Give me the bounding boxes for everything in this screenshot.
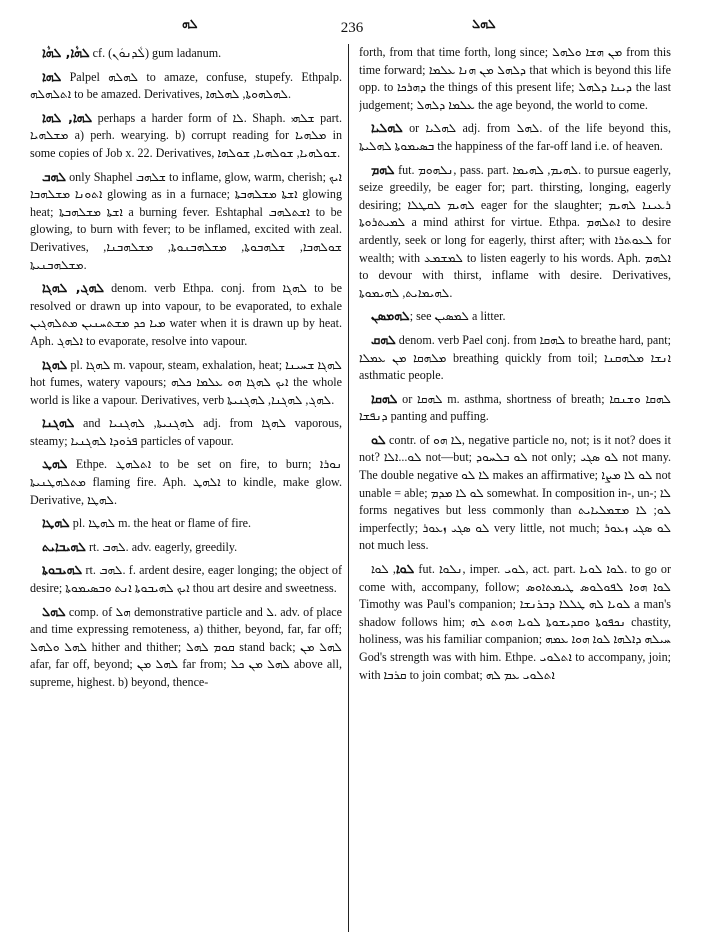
entry-text: pl. ܠܗܓܐ m. vapour, steam, exhalation, heat; ܠܗܓܐ ܫܚܝܢܐ hot fumes, watery vapours; ܐܝܟ ܠܗܓܐ ܗܘ ܥܠܡܐ ܟܠܗ the whole world is like a vapour. Derivatives, verb ܠܗܓ, ܠܗܓܢܐ, ܠܗܓܢܝܬܐ. <box>30 357 342 407</box>
dictionary-entry <box>359 331 671 385</box>
entry-headword: ܠܗܩܐ <box>371 390 398 406</box>
entry-headword: ܠܗܓ, ܠܗܓܐ <box>42 280 105 296</box>
entry-text: pl. ܠܗܛܐ m. the heat or flame of fire. <box>69 516 252 531</box>
entry-text: or ܠܗܠܝܐ adj. from ܠܗܠ. of the life beyond this, ܒܣܝܡܘܬܐ ܠܗܠܝܬܐ the happiness of the far-off land i.e. of heaven. <box>359 121 671 153</box>
entry-text: rt. ܠܗܒ. f. ardent desire, eager longing; the object of desire; ܐܝܟ ܠܗܝܒܘܬܐ ܐܢܬ ܘܒܣܝܡܘܬܐ thou art desire and sweetness. <box>30 563 342 596</box>
entry-headword: ܠܘܐ <box>395 561 415 577</box>
dictionary-entry <box>359 119 671 155</box>
entry-headword: ܠܗܓܐ <box>42 356 68 372</box>
dictionary-entry <box>359 431 671 555</box>
entry-headword: ܠܗܓܢܐ <box>42 415 75 431</box>
entry-headword: ܠܗܵܐ, ܠܗܵܐ <box>42 45 90 60</box>
entry-headword: ܠܗܡܣܢ <box>371 308 410 324</box>
dictionary-entry <box>30 514 342 533</box>
entry-text: denom. verb Ethpa. conj. from ܠܗܓܐ to be resolved or drawn up into vapour, to be evaporated, to exhale ܡܝܐ ܟܕ ܡܫܬܚܢܝܢ ܡܬܠܗܓܝܢ water when it is drawn up by heat. Aph. ܐܠܗܓ to evaporate, resolve into vapour. <box>30 281 342 348</box>
dictionary-entry <box>30 538 342 557</box>
entry-text: denom. verb Pael conj. from ܠܗܩܐ to breathe hard, pant; ܡܠܗܩܐ ܡܢ ܥܡܠܐ breathing quickly from toil; ܐܢܫܐ ܡܠܗܩܢܐ asthmatic people. <box>359 332 671 383</box>
entry-text: rt. ܠܗܒ. adv. eagerly, greedily. <box>85 539 238 554</box>
dictionary-entry <box>359 44 671 114</box>
entry-text: and ܠܗܓܢܝܬܐ, ܠܗܓܢܝܐ adj. from ܠܗܓܐ vaporous, steamy; ܦܪܘܕܐ ܠܗܓܢܝܐ particles of vapour. <box>30 416 342 448</box>
entry-headword: ܠܗܒ <box>42 168 67 184</box>
dictionary-entry <box>30 414 342 450</box>
entry-headword: ܠܗܐ <box>42 68 62 84</box>
entry-text: only Shaphel ܫܠܗܒ to inflame, glow, warm, cherish; ܐܝܟ ܐܬܘܢܐ ܡܫܠܗܒܐ glowing as in a furnace; ܐܫܬܐ ܡܫܠܗܒܬܐ glowing heat; ܐܫܬܐ ܡܫܠܗܒܬܐ a burning fever. Eshtaphal ܐܫܬܠܗܒ to be glowing, to burn with fever; to be inflamed, excited with zeal. Derivatives, ܫܘܠܗܒܐ, ܫܠܗܒܘܬܐ, ܡܫܠܗܒܢܘܬܐ, ܡܫܠܗܒܢܐ, ܡܫܠܗܒܢܝܬܐ. <box>30 169 342 272</box>
dictionary-entry <box>30 68 342 104</box>
entry-headword: ܠܗܡ <box>371 161 395 177</box>
page-number: 236 <box>340 20 364 36</box>
right-running-head: ܠܗܠ <box>472 16 496 31</box>
dictionary-entry <box>30 44 342 63</box>
entry-text: , ܠܘܐ fut. ܢܠܘܐ, imper. ܠܘܝ, act. part. ܠܘܐ ܠܘܝܐ. to go or come with, accompany, follow; ܠܘܐ ܗܘܐ ܠܦܘܠܘܣ ܛܝܡܬܐܘܣ Timothy was Paul's companion; ܠܘܝܐ ܠܗ ܛܠܠܐ ܕܒܪܢܫܐ a man's shadow follows him; ܢܟܦܘܬܐ ܘܩܕܝܫܘܬܐ ܠܘܝܐ ܗܘܬ ܠܗ chastity, holiness, was his familiar companion; ܚܝܠܗ ܕܐܠܗܐ ܠܘܐ ܗܘܐ ܥܡܗ God's strength was with him. Ethpe. ܐܬܠܘܝ to accompany, join; with ܩܪܒܐ to join combat; ܐܬܠܘܝ ܥܡ ܠܗ <box>359 562 671 682</box>
dictionary-entry <box>359 307 671 326</box>
entry-headword: ܠܗܝܒܐܝܬ <box>42 538 86 554</box>
entry-headword: ܠܗܛܐ <box>42 515 70 531</box>
page-header <box>0 14 704 44</box>
dictionary-entry <box>30 561 342 597</box>
entry-text: contr. of ܠܐ ܗܘ, negative particle no, not; is it not? does it not? ܠܘ...ܐܠܐ not—but; ܠܘ ܒܠܚܘܕ not only; ܠܘ ܣܓܝ not many. The double negative ܠܐ ܠܘ makes an affirmative; ܠܘ ܠܐ ܡܨܐ not unable = able; ܠܘ ܠܐ ܡܕܡ somewhat. In composition in-, un-; ܠܐ forms negatives but less commonly than ܠܘ; ܠܐ ܡܫܡܠܝܐܝܬ imperfectly; ܠܘ ܣܓܝ ܙܥܘܪ very little, not much; ܠܘ ܣܓܝ ܙܥܘܪ not much less. <box>359 432 671 553</box>
entry-headword: ܠܘ <box>371 431 386 447</box>
dictionary-entry <box>30 356 342 410</box>
entry-headword: ܠܗܛ <box>42 456 68 472</box>
entry-text: ; see ܠܡܣܝܢ a litter. <box>409 309 506 324</box>
dictionary-entry <box>30 455 342 509</box>
entry-headword: ܠܗܩ <box>371 331 396 347</box>
entry-text: fut. ܢܠܗܘܡ, pass. part. ܠܗܝܡ, ܠܗܝܡܐ. to pursue eagerly, seize greedily, be eager for; part. thirsting, longing, eagerly desiring; ܠܗܝܡ ܠܩܛܠܐ eager for the slaughter; ܪܥܝܢܐ ܠܗܝܡ ܠܡܝܬܪܘܬܐ a mind athirst for virtue. Ethpa. ܐܬܠܗܡ to desire ardently, seek or long for eagerly, thirst after; with ܠܥܘܬܪܐ for wealth; with ܠܡܫܡܥ to listen eagerly to his words. Aph. ܐܠܗܡ to devour with thirst, inflame with desire. Derivatives, ܠܗܝܡܐܝܬ, ܠܗܝܡܘܬܐ. <box>359 162 671 300</box>
entry-text: Ethpe. ܐܬܠܗܛ to be set on fire, to burn; ܢܘܪܐ ܡܬܠܗܛܢܝܬܐ flaming fire. Aph. ܐܠܗܛ to kindle, make glow. Derivative, ܠܗܛܐ. <box>30 457 342 507</box>
entry-text: perhaps a harder form of ܠܐ. Shaph. ܫܠܗܝ part. ܡܫܠܗܝܐ a) perh. wearying. b) corrupt reading for ܡܠܗܝܐ in some copies of Job x. 22. Derivatives, ܫܘܠܗܝܐ, ܫܘܠܗܝܐ, ܫܘܠܗܐ. <box>30 110 342 160</box>
left-column <box>30 44 342 932</box>
dictionary-entry <box>359 390 671 426</box>
entry-text: Palpel ܠܗܠܗ to amaze, confuse, stupefy. Ethpalp. ܐܬܠܗܠܗ to be amazed. Derivatives, ܠܗܠܗܘܬܐ, ܠܗܠܗܐ. <box>30 69 342 102</box>
entry-headword: ܠܗܠ <box>42 603 66 619</box>
entry-headword: ܠܗܐ, ܠܗܐ <box>42 109 93 125</box>
dictionary-entry <box>30 279 342 350</box>
column-divider <box>348 44 349 932</box>
dictionary-entry <box>359 161 671 303</box>
dictionary-entry <box>359 560 671 684</box>
left-running-head: ܠܗ <box>182 16 198 31</box>
entry-headword: ܠܗܝܒܘܬܐ <box>42 562 83 578</box>
entry-headword: ܠܗܠܝܐ <box>371 120 403 136</box>
dictionary-entry <box>30 603 342 692</box>
entry-text: comp. of ܗܠ demonstrative particle and ܠ. adv. of place and time expressing remoteness, a) thither, beyond, far, far off; ܠܗܠ ܘܠܗܠ hither and thither; ܩܘܡ ܠܗܠ stand back; ܠܗܠ ܡܢ afar, far off, beyond; ܠܗܠ ܡܢ far from; ܠܗܠ ܡܢ ܟܠ above all, supreme, highest. b) beyond, thence- <box>30 604 342 689</box>
entry-text: or ܠܗܩܐ m. asthma, shortness of breath; ܠܗܩܐ ܘܫܢܩܐ ܕܢܦܫܐ panting and puffing. <box>359 391 671 424</box>
dictionary-entry <box>30 168 342 275</box>
dictionary-entry <box>30 109 342 163</box>
entry-text: forth, from that time forth, long since; ܡܢ ܗܫܐ ܘܠܗܠ from this time forward; ܕܠܗܠ ܡܢ ܗܢܐ ܥܠܡܐ that which is beyond this life opp. to ܕܗܪܟܐ the things of this present life; ܕܝܢܐ ܕܠܗܠ the last judgement; ܥܠܡܐ ܕܠܗܠ the age beyond, the world to come. <box>359 45 671 112</box>
entry-text: cf. (ܠܵܕܢܘܿܢ) gum ladanum. <box>89 46 222 60</box>
right-column <box>359 44 671 932</box>
